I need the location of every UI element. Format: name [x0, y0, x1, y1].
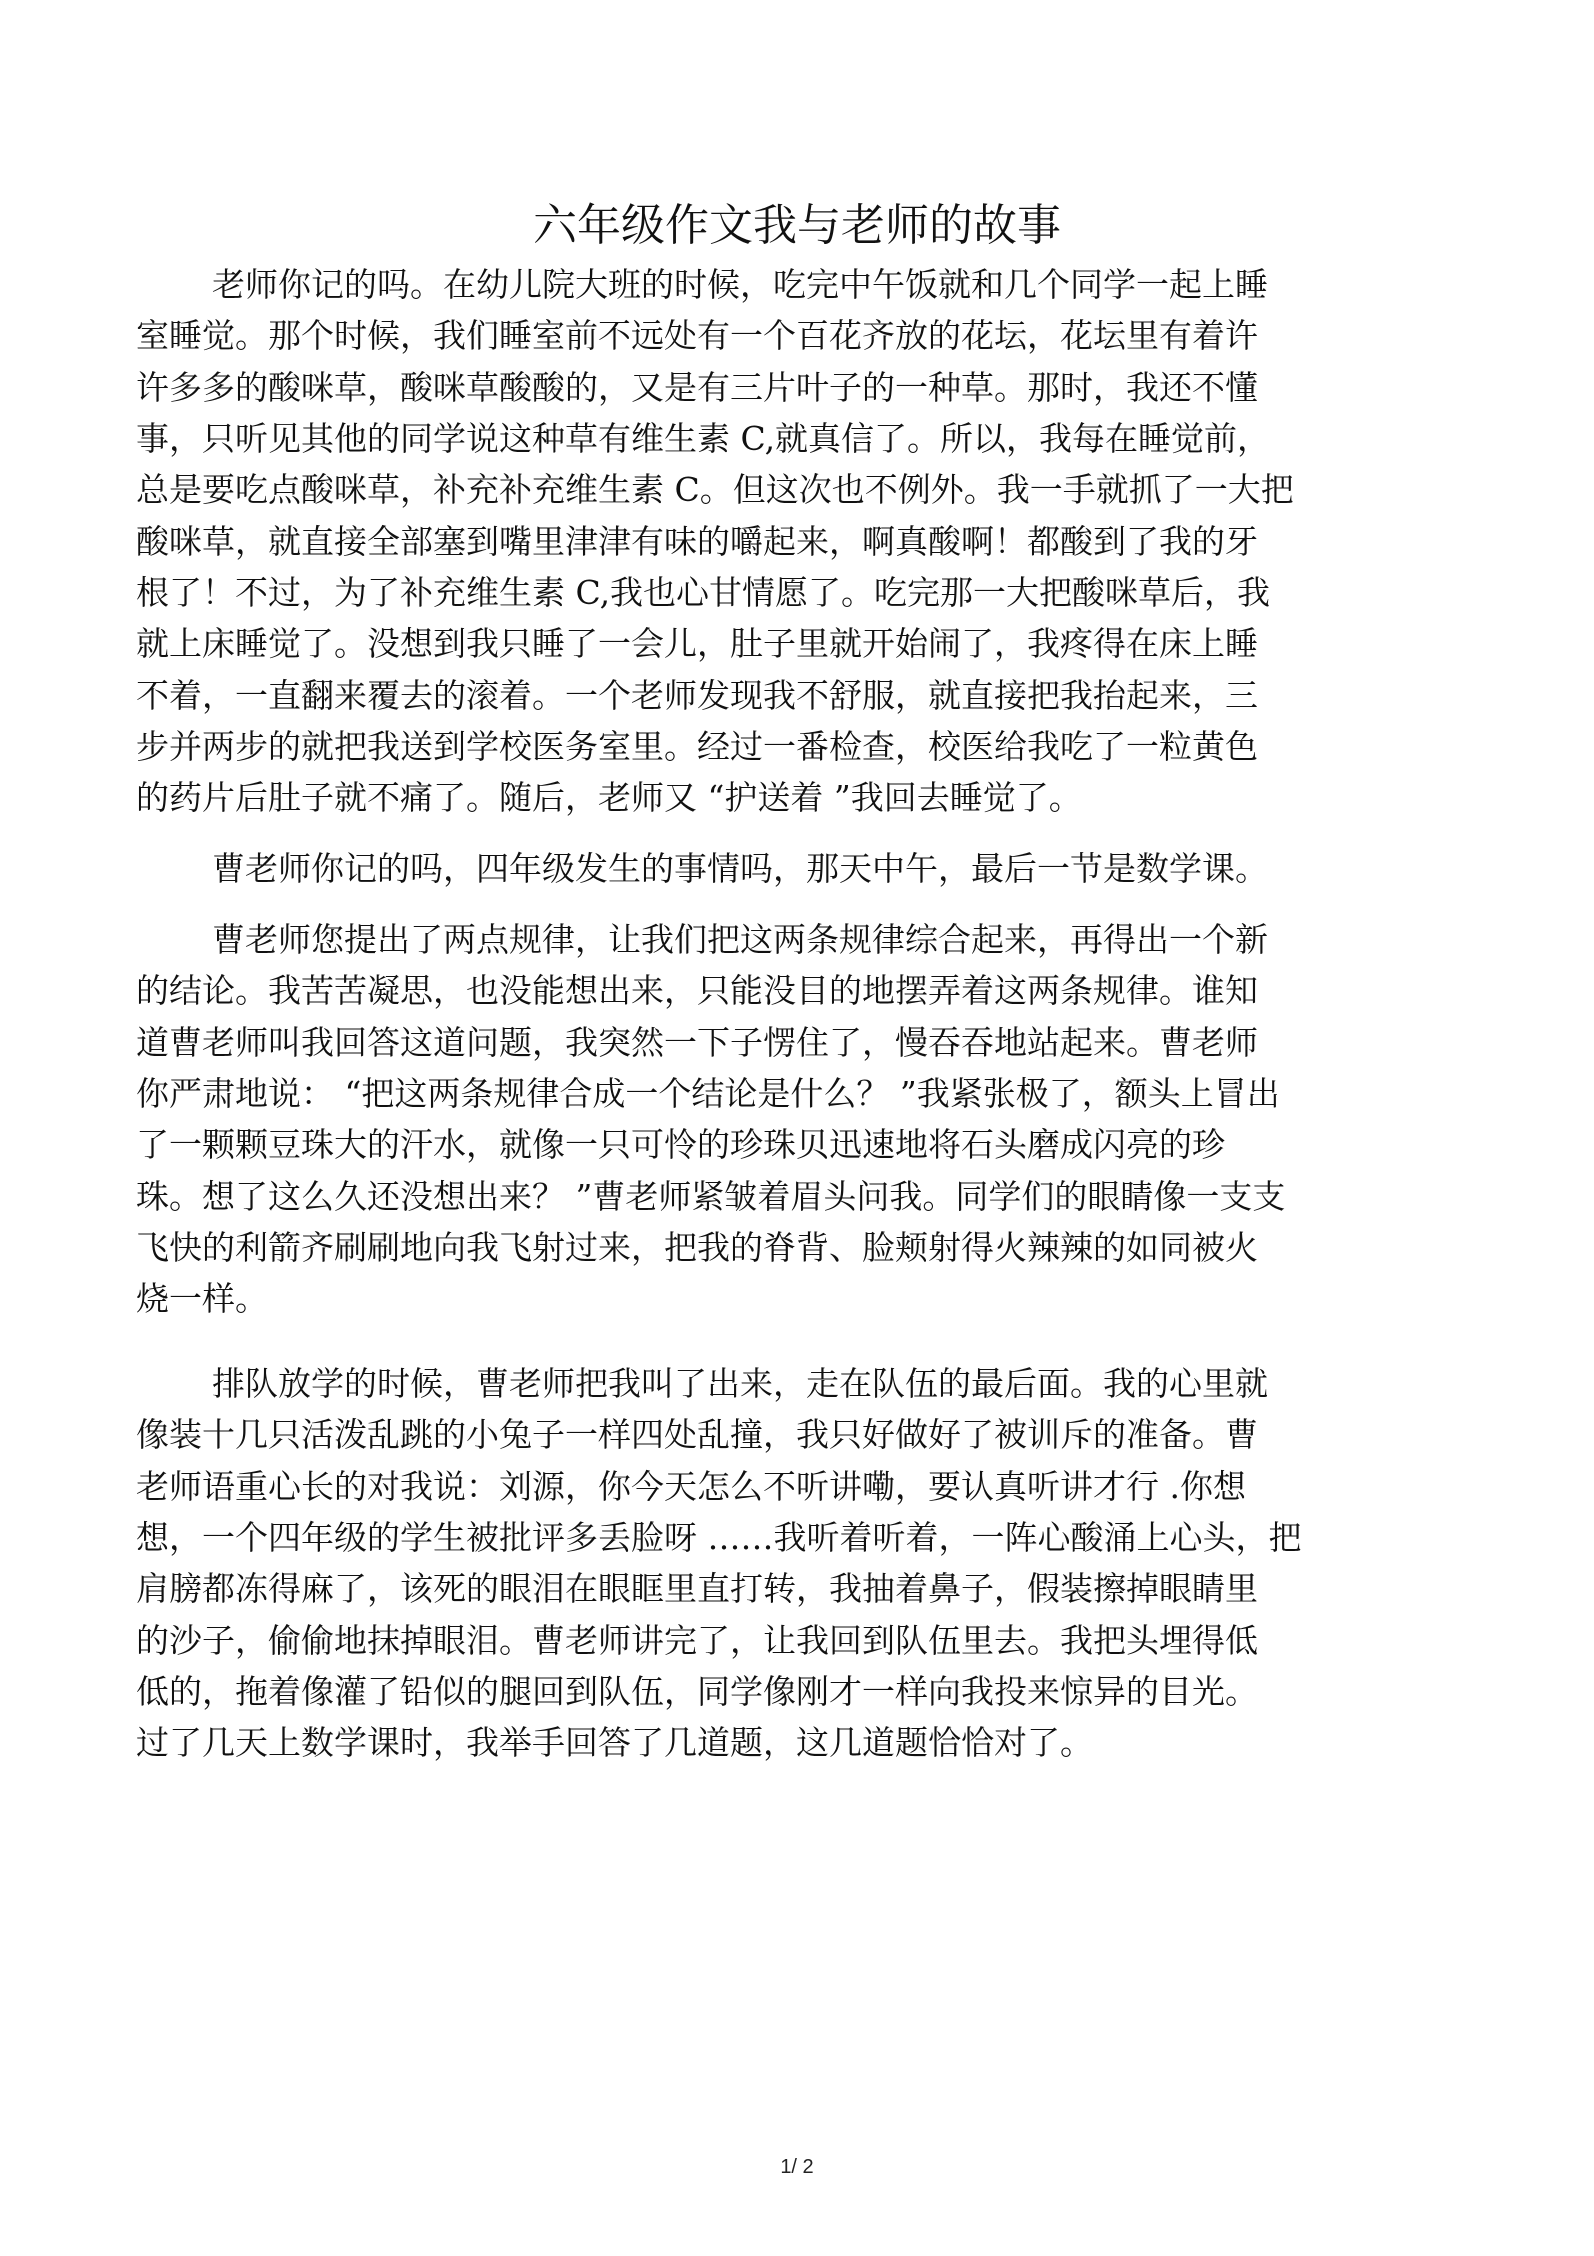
- text-line: 了一颗颗豆珠大的汗水，就像一只可怜的珍珠贝迅速地将石头磨成闪亮的珍: [136, 1125, 1225, 1164]
- text-line: 烧一样。: [136, 1279, 268, 1318]
- text-line: 你严肃地说： “把这两条规律合成一个结论是什么？ ”我紧张极了，额头上冒出: [136, 1074, 1280, 1113]
- text-line: 过了几天上数学课时，我举手回答了几道题，这几道题恰恰对了。: [136, 1723, 1093, 1762]
- text-line: 就上床睡觉了。没想到我只睡了一会儿，肚子里就开始闹了，我疼得在床上睡: [136, 624, 1258, 663]
- text-line: 飞快的利箭齐刷刷地向我飞射过来，把我的脊背、脸颊射得火辣辣的如同被火: [136, 1228, 1258, 1267]
- text-line: 不着，一直翻来覆去的滚着。一个老师发现我不舒服，就直接把我抬起来，三: [136, 676, 1258, 715]
- text-line: 低的，拖着像灌了铅似的腿回到队伍，同学像刚才一样向我投来惊异的目光。: [136, 1672, 1258, 1711]
- text-line: 的沙子，偷偷地抹掉眼泪。曹老师讲完了，让我回到队伍里去。我把头埋得低: [136, 1621, 1258, 1660]
- text-line: 的药片后肚子就不痛了。随后，老师又 “护送着 ”我回去睡觉了。: [136, 778, 1082, 817]
- text-line: 老师语重心长的对我说：刘源，你今天怎么不听讲嘞，要认真听讲才行 .你想: [136, 1467, 1246, 1506]
- text-line: 室睡觉。那个时候，我们睡室前不远处有一个百花齐放的花坛，花坛里有着许: [136, 316, 1258, 355]
- page-number: 1/ 2: [780, 2156, 814, 2178]
- text-line: 许多多的酸咪草，酸咪草酸酸的，又是有三片叶子的一种草。那时，我还不懂: [136, 368, 1258, 407]
- text-line: 步并两步的就把我送到学校医务室里。经过一番检查，校医给我吃了一粒黄色: [136, 727, 1258, 766]
- text-line: 道曹老师叫我回答这道问题，我突然一下子愣住了，慢吞吞地站起来。曹老师: [136, 1023, 1258, 1062]
- text-line: 根了！不过，为了补充维生素 C,我也心甘情愿了。吃完那一大把酸咪草后，我: [136, 573, 1271, 612]
- text-line: 总是要吃点酸咪草，补充补充维生素 C。但这次也不例外。我一手就抓了一大把: [136, 470, 1294, 509]
- document-title: 六年级作文我与老师的故事: [533, 200, 1061, 251]
- text-line: 珠。想了这么久还没想出来？ ”曹老师紧皱着眉头问我。同学们的眼睛像一支支: [136, 1177, 1286, 1216]
- text-line: 曹老师您提出了两点规律，让我们把这两条规律综合起来，再得出一个新: [212, 920, 1268, 959]
- text-line: 肩膀都冻得麻了，该死的眼泪在眼眶里直打转，我抽着鼻子，假装擦掉眼睛里: [136, 1569, 1258, 1608]
- text-line: 想，一个四年级的学生被批评多丢脸呀 ……我听着听着，一阵心酸涌上心头，把: [136, 1518, 1302, 1557]
- text-line: 排队放学的时候，曹老师把我叫了出来，走在队伍的最后面。我的心里就: [212, 1364, 1268, 1403]
- text-line: 老师你记的吗。在幼儿院大班的时候，吃完中午饭就和几个同学一起上睡: [212, 265, 1268, 304]
- text-line: 事，只听见其他的同学说这种草有维生素 C,就真信了。所以，我每在睡觉前，: [136, 419, 1271, 458]
- text-line: 的结论。我苦苦凝思，也没能想出来，只能没目的地摆弄着这两条规律。谁知: [136, 971, 1258, 1010]
- text-line: 酸咪草，就直接全部塞到嘴里津津有味的嚼起来，啊真酸啊！都酸到了我的牙: [136, 522, 1258, 561]
- text-line: 曹老师你记的吗，四年级发生的事情吗，那天中午，最后一节是数学课。: [212, 849, 1268, 888]
- text-line: 像装十几只活泼乱跳的小兔子一样四处乱撞，我只好做好了被训斥的准备。曹: [136, 1415, 1258, 1454]
